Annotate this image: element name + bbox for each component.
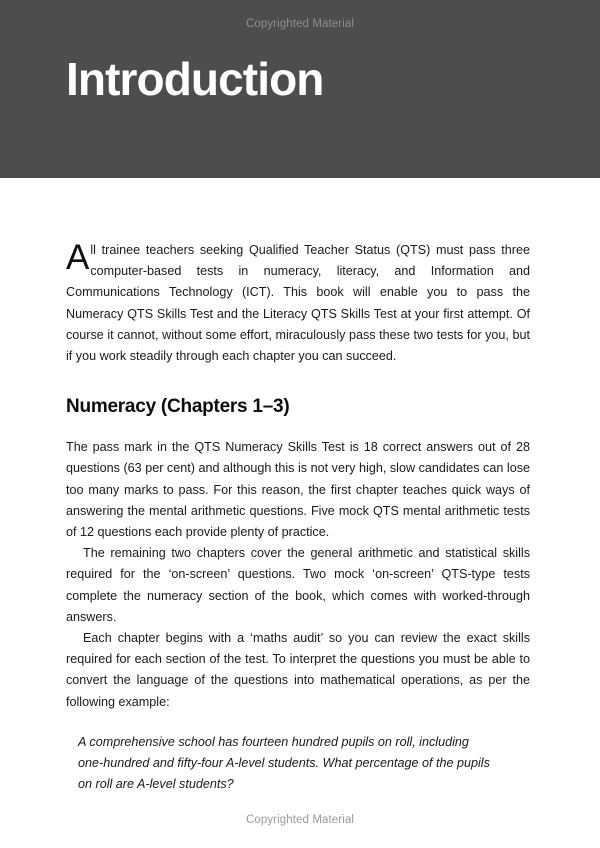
page-title: Introduction [66,53,324,105]
chapter-header-band [0,0,600,178]
drop-cap: A [66,238,90,277]
paragraph-pass-mark: The pass mark in the QTS Numeracy Skills Test is 18 correct answers out of 28 questions (63 per cent) and although this is not very high, slow candidates can lose too many marks to pass. For this reason, the first chapter teaches quick ways of answering the mental arithmetic questions. Five mock QTS mental arithmetic tests of 12 questions each provide plenty of practice. [66,440,530,540]
example-question-block [78,732,530,796]
paragraph-maths-audit: Each chapter begins with a ‘maths audit’ so you can review the exact skills required for each section of the test. To interpret the questions you must be able to convert the language of the questions into mathematical operations, as per the following example: [66,631,530,709]
lead-paragraph [66,240,530,367]
page-body [66,240,530,795]
copyright-watermark-bottom: Copyrighted Material [245,814,355,826]
example-line: one-hundred and fifty-four A-level students. What percentage of the pupils [78,756,490,771]
lead-paragraph-text: ll trainee teachers seeking Qualified Teacher Status (QTS) must pass three computer-based tests in numeracy, literacy, and Information and Communications Technology (ICT). This book will enable you to pass the Numeracy QTS Skills Test and the Literacy QTS Skills Test at your first attempt. Of course it cannot, without some effort, miraculously pass these two tests for you, but if you work steadily through each chapter you can succeed. [66,243,530,364]
section-heading-numeracy: Numeracy (Chapters 1–3) [66,396,290,418]
example-line: on roll are A-level students? [78,777,234,792]
spacer-below-heading [66,418,530,437]
paragraph-remaining-chapters: The remaining two chapters cover the general arithmetic and statistical skills required for the ‘on-screen’ questions. Two mock ‘on-screen’ QTS-type tests complete the numeracy section of the book, which comes with worked-through answers. [66,546,530,624]
spacer-above-heading [66,367,530,396]
spacer-above-example [66,713,530,732]
example-line: A comprehensive school has fourteen hundred pupils on roll, including [78,734,469,749]
copyright-watermark-top: Copyrighted Material [245,18,355,30]
